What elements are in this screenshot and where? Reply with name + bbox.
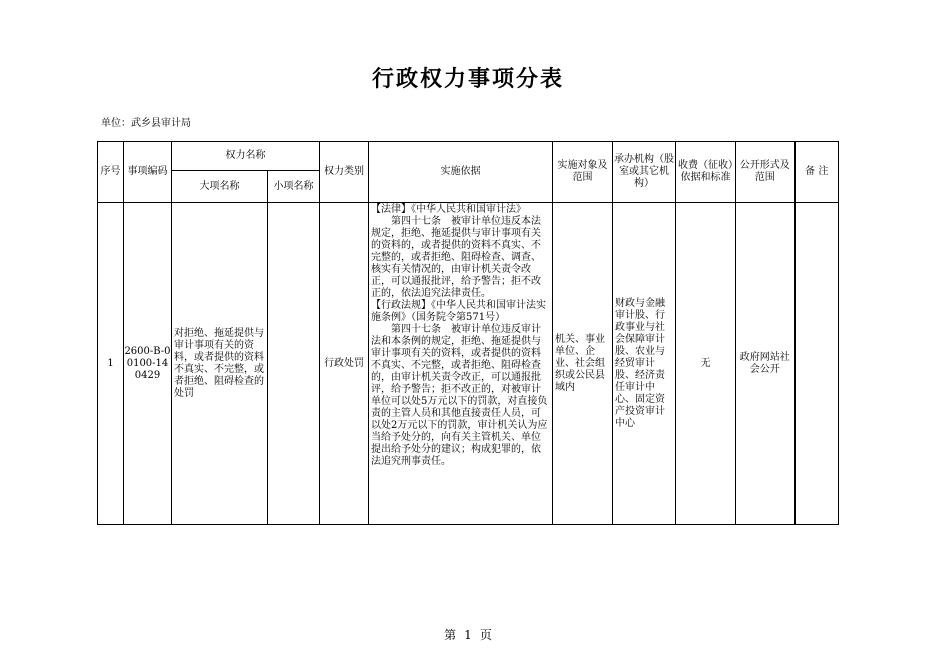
document-title: 行政权力事项分表 <box>371 66 564 92</box>
row-fee: 无 <box>676 203 736 525</box>
footer-suffix: 页 <box>479 628 492 642</box>
header-row-1 <box>98 142 839 171</box>
page-footer <box>0 626 936 643</box>
header-fee: 收费（征收）依据和标准 <box>676 142 736 203</box>
row-publicity: 政府网站社会公开 <box>736 203 795 525</box>
basis-law-title: 【法律】《中华人民共和国审计法》 <box>371 204 526 215</box>
header-category: 权力类别 <box>320 142 369 203</box>
table-row <box>98 203 839 525</box>
row-major-item: 对拒绝、拖延提供与审计事项有关的资料，或者提供的资料不真实、不完整，或者拒绝、阻碍检查的处罚 <box>172 203 268 525</box>
row-basis <box>369 203 553 525</box>
header-power-name: 权力名称 <box>172 142 320 171</box>
power-items-table <box>97 141 839 525</box>
header-basis: 实施依据 <box>369 142 553 203</box>
header-major-item: 大项名称 <box>172 171 268 203</box>
header-seq: 序号 <box>98 142 124 203</box>
unit-line: 单位：武乡县审计局 <box>101 118 191 129</box>
basis-law-text: 第四十七条 被审计单位违反本法规定，拒绝、拖延提供与审计事项有关的资料的，或者提供的资料不真实、不完整的，或者拒绝、阻碍检查、调查、核实有关情况的，由审计机关责令改正，可以通报批评，给予警告；拒不改正的，依法追究法律责任。 <box>371 216 541 299</box>
row-seq: 1 <box>98 203 124 525</box>
row-remarks <box>795 203 839 525</box>
row-minor-item <box>268 203 320 525</box>
row-target: 机关、事业单位、企业、社会组织或公民县域内 <box>553 203 613 525</box>
header-remarks: 备 注 <box>795 142 839 203</box>
row-agency: 财政与金融审计股、行政事业与社会保障审计股、农业与经贸审计股、经济责任审计中心、固定资产投资审计中心 <box>613 203 676 525</box>
page-number: 1 <box>464 628 472 642</box>
row-category: 行政处罚 <box>320 203 369 525</box>
basis-regulation-title: 【行政法规】《中华人民共和国审计法实施条例》（国务院令第571号） <box>371 300 546 323</box>
header-publicity: 公开形式及范围 <box>736 142 795 203</box>
header-target: 实施对象及范围 <box>553 142 613 203</box>
row-code: 2600-B-00100-140429 <box>124 203 172 525</box>
header-minor-item: 小项名称 <box>268 171 320 203</box>
basis-regulation-text: 第四十七条 被审计单位违反审计法和本条例的规定，拒绝、拖延提供与审计事项有关的资料，或者提供的资料不真实、不完整，或者拒绝、阻碍检查的，由审计机关责令改正，可以通报批评，给予警告；拒不改正的，对被审计单位可以处5万元以下的罚款，对直接负责的主管人员和其他直接责任人员，可以处2万元以下的罚款，审计机关认为应当给予处分的，向有关主管机关、单位提出给予处分的建议；构成犯罪的，依法追究刑事责任。 <box>371 324 548 467</box>
header-agency: 承办机构（股室或其它机构） <box>613 142 676 203</box>
header-code: 事项编码 <box>124 142 172 203</box>
footer-prefix: 第 <box>444 628 457 642</box>
